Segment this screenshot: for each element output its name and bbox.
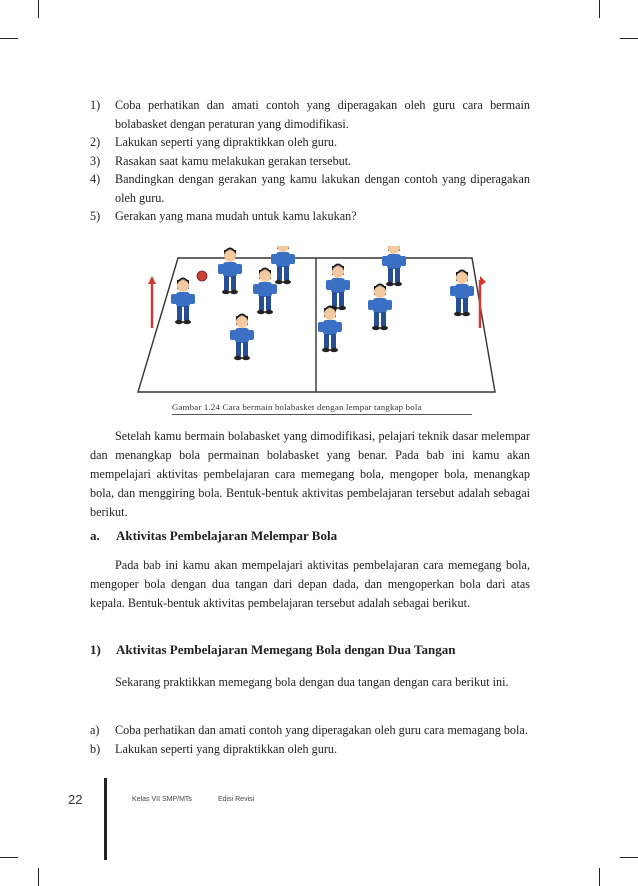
page-number: 22 <box>68 792 83 807</box>
crop-mark <box>599 868 600 886</box>
paragraph: Pada bab ini kamu akan mempelajari aktivitas pembelajaran cara memegang bola, mengoper bola dengan dua tangan dari depan dada, dan mengoperkan bola dari atas kepala. Bentuk-bentuk aktivitas pembelajaran tersebut adalah sebagai berikut. <box>90 558 530 610</box>
footer-divider <box>104 778 107 860</box>
list-text: Lakukan seperti yang dipraktikkan oleh guru. <box>115 742 338 756</box>
list-text: Lakukan seperti yang dipraktikkan oleh guru. <box>115 135 338 149</box>
player-figure <box>253 268 277 315</box>
list-number: 4) <box>90 172 101 186</box>
caption-divider <box>172 414 472 415</box>
list-item <box>90 207 530 226</box>
player-figure <box>230 314 254 361</box>
list-number: 5) <box>90 209 101 223</box>
list-text: Bandingkan dengan gerakan yang kamu lakukan dengan contoh yang diperagakan oleh guru. <box>115 172 530 205</box>
player-figure <box>218 248 242 295</box>
list-text: Coba perhatikan dan amati contoh yang diperagakan oleh guru cara bermain bolabasket dengan peraturan yang dimodifikasi. <box>115 98 530 131</box>
subsection-heading <box>90 642 455 658</box>
basketball-icon <box>197 271 207 281</box>
flag-icon <box>148 276 156 328</box>
crop-mark <box>38 0 39 18</box>
crop-mark <box>0 38 18 39</box>
figure-caption: Gambar 1.24 Cara bermain bolabasket dengan lempar tangkap bola <box>172 402 422 412</box>
list-item <box>90 133 530 152</box>
instruction-list <box>90 721 530 759</box>
paragraph: Setelah kamu bermain bolabasket yang dimodifikasi, pelajari teknik dasar melempar dan menangkap bola permainan bolabasket yang benar. Pada bab ini kamu akan mempelajari aktivitas pembelajaran cara memegang bola, mengoper bola, menangkap bola, dan menggiring bola. Bentuk-bentuk aktivitas pembelajaran tersebut adalah sebagai berikut. <box>90 429 530 519</box>
list-number: a) <box>90 723 100 737</box>
player-figure <box>382 246 406 286</box>
instruction-list <box>90 96 530 226</box>
player-figure <box>450 270 474 317</box>
court-illustration <box>130 246 500 396</box>
list-item <box>90 721 530 740</box>
player-figure <box>318 306 342 353</box>
list-number: 2) <box>90 135 101 149</box>
list-item <box>90 96 530 133</box>
list-number: 3) <box>90 153 101 168</box>
crop-mark <box>620 857 638 858</box>
edition-label: Edisi Revisi <box>218 796 255 803</box>
heading-number: a. <box>90 528 100 543</box>
court-lines <box>138 258 495 392</box>
list-number: b) <box>90 742 101 756</box>
list-number: 1) <box>90 98 101 112</box>
book-title: Kelas VII SMP/MTs <box>132 796 192 803</box>
heading-text: Aktivitas Pembelajaran Melempar Bola <box>116 528 338 543</box>
player-figure <box>368 284 392 331</box>
paragraph: Sekarang praktikkan memegang bola dengan dua tangan dengan cara berikut ini. <box>115 675 509 689</box>
crop-mark <box>38 868 39 886</box>
heading-text: Aktivitas Pembelajaran Memegang Bola dengan Dua Tangan <box>116 642 456 657</box>
player-figure <box>271 246 295 284</box>
list-item <box>90 740 530 759</box>
section-heading <box>90 528 337 544</box>
heading-number: 1) <box>90 642 101 657</box>
player-figure <box>171 278 195 325</box>
list-text: Coba perhatikan dan amati contoh yang diperagakan oleh guru cara memagang bola. <box>115 723 528 737</box>
crop-mark <box>0 857 18 858</box>
player-figure <box>326 264 350 311</box>
crop-mark <box>599 0 600 18</box>
list-item <box>90 170 530 207</box>
list-item <box>90 152 530 171</box>
list-text: Gerakan yang mana mudah untuk kamu lakukan? <box>115 209 357 223</box>
crop-mark <box>620 38 638 39</box>
list-text: Rasakan saat kamu melakukan gerakan tersebut. <box>115 153 352 168</box>
